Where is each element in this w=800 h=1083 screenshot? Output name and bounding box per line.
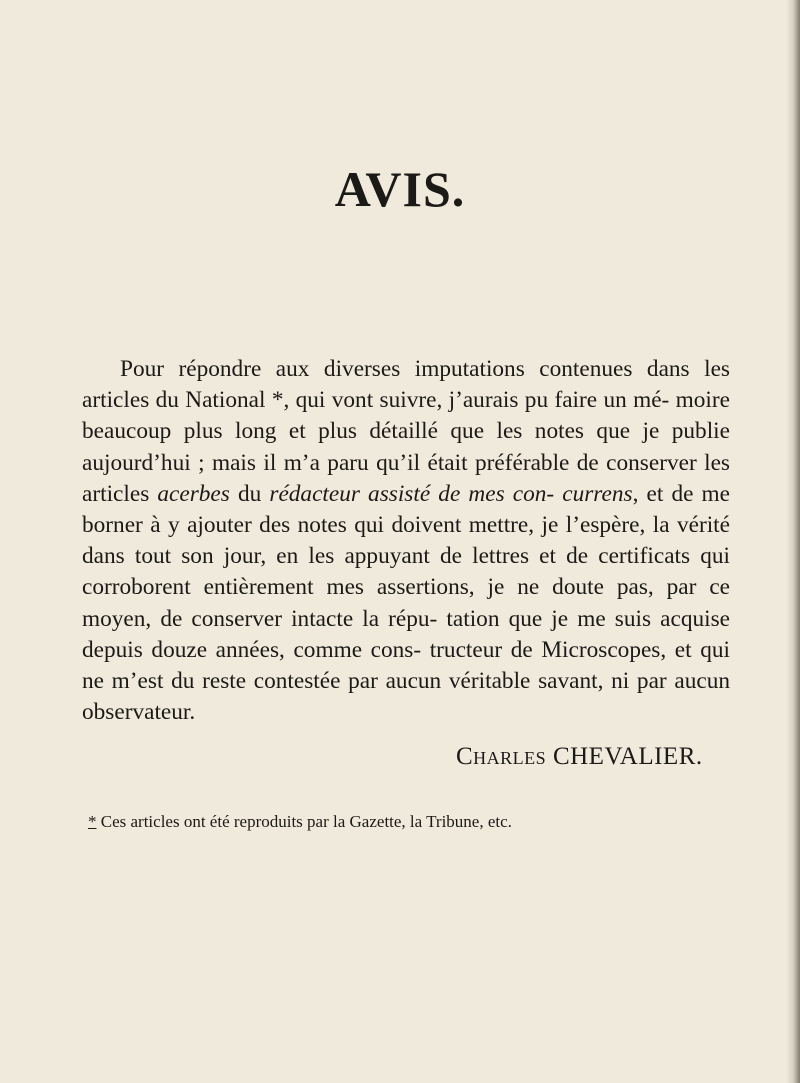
- signature-last-name: CHEVALIER.: [552, 743, 703, 770]
- notice-paragraph: [82, 354, 730, 728]
- footnote-reference: *: [271, 387, 284, 414]
- signature-first-name: Charles: [456, 743, 547, 770]
- page-edge-shadow: [786, 0, 800, 1083]
- emphasis-acerbes: acerbes: [157, 480, 230, 507]
- signature: [456, 743, 703, 771]
- paragraph-text-4: , et de me borner à y ajouter des notes qui doivent mettre, je l’espère, la vérité dans tout son jour, en les appuyant de lettres et de certificats qui corroborent entièrement mes assertions, je ne doute pas, par ce moyen, de conserver intacte la répu- tation que je me suis acquise depuis douze années, comme cons- tructeur de Microscopes, et qui ne m’est du reste contestée par aucun véritable savant, ni par aucun observateur.: [82, 480, 731, 726]
- emphasis-redacteur: rédacteur assisté de mes con- currens: [269, 480, 633, 507]
- footnote: [88, 812, 512, 832]
- page-title: AVIS.: [334, 161, 466, 217]
- paragraph-text-1: Pour répondre aux diverses imputations contenues dans les articles du National: [82, 356, 730, 414]
- footnote-text: Ces articles ont été reproduits par la Gazette, la Tribune, etc.: [96, 812, 512, 831]
- paragraph-text-3: du: [229, 480, 270, 507]
- footnote-mark: *: [88, 812, 97, 831]
- paragraph-text-2: , qui vont suivre, j’aurais pu faire un mé- moire beaucoup plus long et plus détaillé que les notes que je publie aujourd’hui ; mais il m’a paru qu’il était préférable de conserver les articles: [82, 387, 730, 507]
